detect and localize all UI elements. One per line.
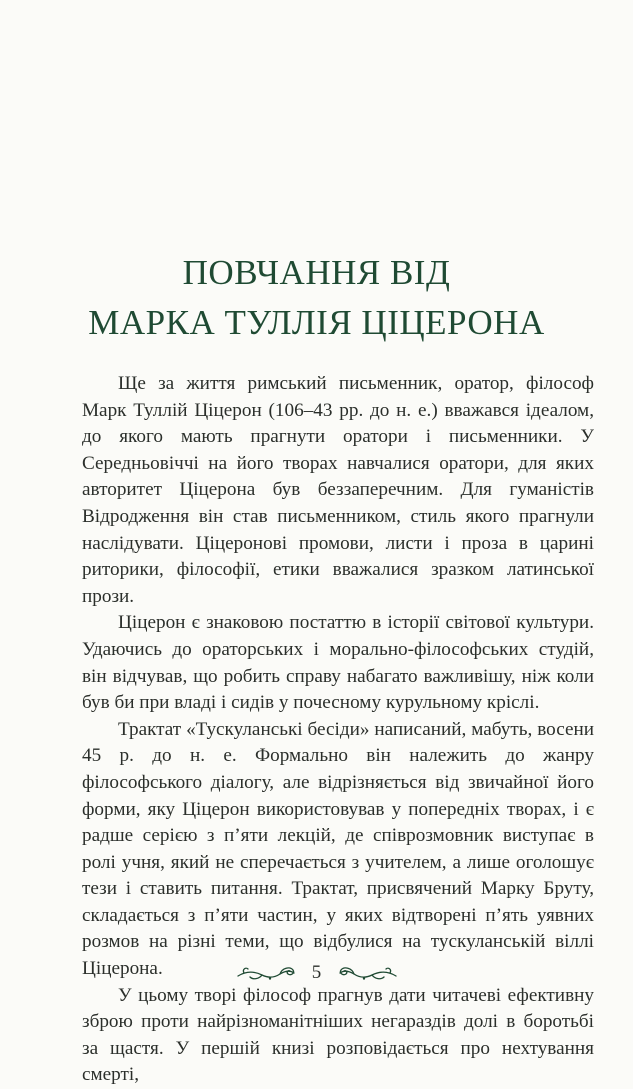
ornament-flourish-right-icon (336, 963, 398, 983)
paragraph-4: У цьому творі філософ прагнув дати читачеві ефективну зброю проти найрізноманітніших негараздів долі в боротьбі за щастя. У першій книзі розповідається про нехтування смерті, (82, 984, 594, 1086)
paragraph-2: Ціцерон є знаковою постаттю в історії світової культури. Удаючись до ораторських і морально-філософських студій, він відчував, що робить справу набагато важливішу, ніж коли був би при владі і сидів у почесному курульному кріслі. (82, 612, 594, 714)
paragraph-3: Трактат «Тускуланські бесіди» написаний, мабуть, восени 45 р. до н. е. Формально він належить до жанру філософського діалогу, але відрізняється від звичайної його форми, яку Ціцерон використовував у попередніх творах, і є радше серією з п’яти лекцій, де співрозмовник виступає в ролі учня, який не сперечається з учителем, а лише оголошує тези і ставить питання. Трактат, присвячений Марку Бруту, складається з п’яти частин, у яких відтворені п’ять уявних розмов на різні теми, що відбулися на тускуланській віллі Ціцерона. (82, 718, 594, 980)
chapter-title (40, 248, 593, 348)
page-number: 5 (311, 962, 322, 983)
paragraph-1: Ще за життя римський письменник, оратор, філософ Марк Туллій Ціцерон (106–43 рр. до н. е.) вважався ідеалом, до якого мають прагнути оратори і письменники. У Середньовіччі на його творах навчалися оратори, для яких авторитет Ціцерона був беззаперечним. Для гуманістів Відродження він став письменником, стиль якого прагнули наслідувати. Ціцеронові промови, листи і проза в царині риторики, філософії, етики вважалися зразком латинської прози. (82, 373, 594, 607)
chapter-title-line-1: ПОВЧАННЯ ВІД (182, 253, 451, 292)
chapter-title-line-2: МАРКА ТУЛЛІЯ ЦІЦЕРОНА (88, 303, 545, 342)
ornament-flourish-left-icon (236, 963, 298, 983)
page-footer (0, 958, 633, 988)
